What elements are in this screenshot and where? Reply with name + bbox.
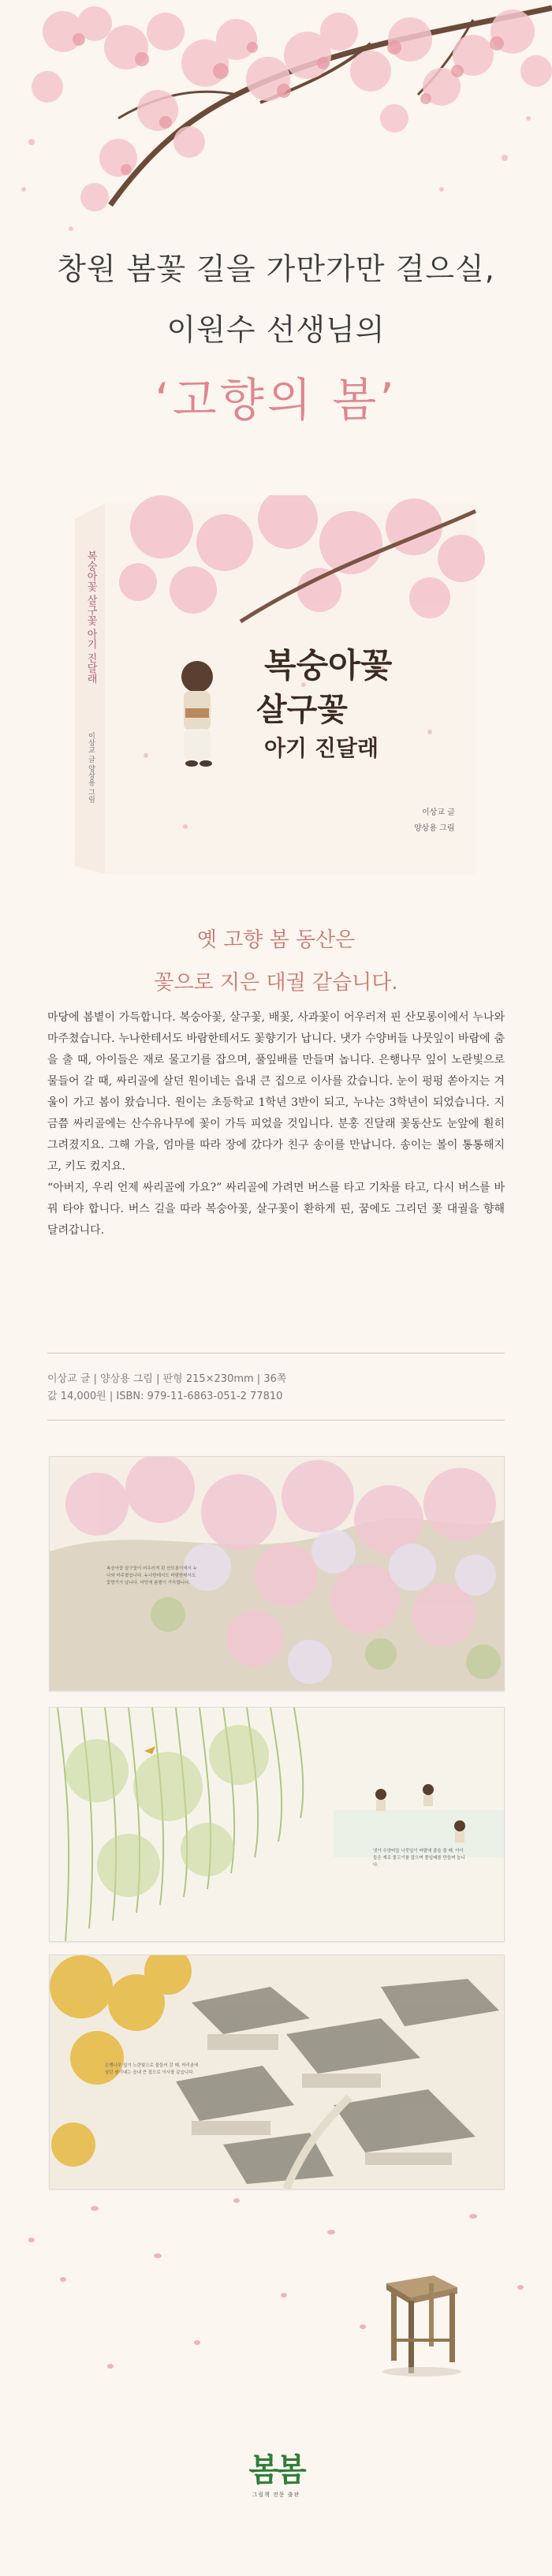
spread-3-text: 은행나무 잎이 노란빛으로 물들어 갈 때, 싸리골에 살던 원이네는 읍내 큰 집으로 이사를 갔습니다. (105, 2063, 199, 2075)
book-description (47, 1007, 505, 1241)
cherry-blossom-branch-illustration (0, 0, 552, 237)
book-spine-credits: 이상교 글 양상용 그림 (87, 732, 95, 803)
book-cover-image (67, 495, 485, 890)
book-spine-title: 복숭아꽃 살구꽃 아기 진달래 (84, 551, 97, 684)
hero-heading (0, 245, 552, 429)
spread-image-blossom-village (49, 1456, 505, 1691)
book-title-line-1: 복숭아꽃 (264, 646, 393, 685)
publisher-name: 그림책 전문 출판 (252, 2492, 300, 2498)
book-title-line-2: 살구꽃 (256, 692, 348, 728)
book-title-line-3: 아기 진달래 (264, 735, 379, 761)
book-illustrator: 양상용 그림 (414, 824, 455, 833)
divider-bottom (47, 1420, 505, 1421)
description-paragraph-1: 마당에 봄볕이 가득합니다. 복숭아꽃, 살구꽃, 배꽃, 사과꽃이 어우러져 핀 산모롱이에서 누나와 마주쳤습니다. 누나한테서도 바람한테서도 꽃향기가 납니다. 냇가 수양버들 나뭇잎이 바람에 춤을 출 때, 아이들은 재로 물고기를 잡으며, 풀잎배를 만들며 놉니다. 은행나무 잎이 노란빛으로 물들어 갈 때, 싸리골에 살던 원이네는 읍내 큰 집으로 이사를 갔습니다. 눈이 펑펑 쏟아지는 겨울이 가고 봄이 왔습니다. 원이는 초등학교 1학년 3반이 되고, 누나는 3학년이 되었습니다. 지금쯤 싸리골에는 산수유나무에 꽃이 가득 피었을 것입니다. 분홍 진달래 꽃동산도 눈앞에 훤히 그려졌지요. 그해 가을, 엄마를 따라 장에 갔다가 친구 송이를 만납니다. 송이는 볼이 통통해지고, 키도 컸지요. (47, 1011, 505, 1173)
hero-line-2: 이원수 선생님의 (166, 312, 386, 347)
metadata-line-2: 값 14,000원 | ISBN: 979-11-6863-051-2 77810 (47, 1391, 283, 1402)
publisher-logo (244, 2453, 308, 2499)
description-paragraph-2: “아버지, 우리 언제 싸리골에 가요?” 싸리골에 가려면 버스를 타고 기차를 타고, 다시 버스를 바꿔 타야 합니다. 버스 길을 따라 복숭아꽃, 살구꽃이 환하게 핀, 꿈에도 그리던 꽃 대궐을 향해 달려갑니다. (47, 1182, 505, 1237)
falling-petals-decoration (0, 2185, 552, 2390)
publisher-mark: 봄봄 (248, 2452, 304, 2488)
spread-2-text: 냇가 수양버들 나뭇잎이 바람에 춤을 출 때, 아이들은 재로 물고기를 잡으며 풀잎배를 만들며 놉니다. (373, 1849, 465, 1868)
hero-title-accent: ‘고향의 봄’ (155, 373, 397, 427)
spread-image-village-roofs (49, 1954, 505, 2190)
book-author: 이상교 글 (422, 808, 455, 817)
subtitle-line-2: 꽃으로 지은 대궐 같습니다. (154, 971, 398, 995)
subtitle-line-1: 옛 고향 봄 동산은 (196, 928, 356, 952)
spread-1-text: 복숭아꽃 살구꽃이 어우러져 핀 산모롱이에서 누나와 마주쳤습니다. 누나한테서도 바람한테서도 꽃향기가 납니다. 마당에 봄볕이 가득합니다. (106, 1566, 198, 1585)
hero-line-1: 창원 봄꽃 길을 가만가만 걸으실, (57, 252, 495, 286)
wooden-stool-illustration (379, 2252, 465, 2378)
metadata-line-1: 이상교 글 | 양상용 그림 | 판형 215×230mm | 36쪽 (47, 1373, 287, 1385)
book-metadata (47, 1371, 505, 1406)
spread-image-willow-stream (49, 1707, 505, 1942)
subtitle (0, 919, 552, 1004)
